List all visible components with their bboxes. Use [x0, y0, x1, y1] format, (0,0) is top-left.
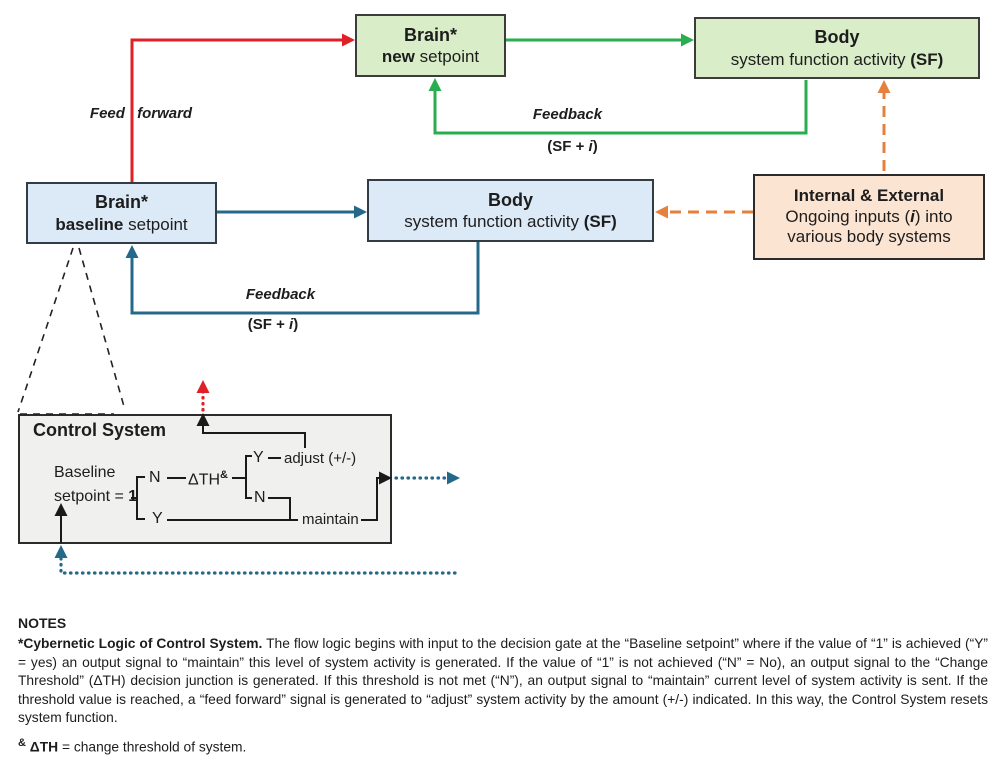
brain-baseline-title: Brain*	[94, 192, 148, 213]
body-top-title: Body	[814, 27, 860, 48]
internal-external-inputs-box	[753, 174, 985, 260]
dashed-zoom-line-left	[18, 248, 73, 412]
control-system-title: Control System	[33, 420, 167, 440]
notes-paragraph: *Cybernetic Logic of Control System. The flow logic begins with input to the decision gate at the “Baseline setpoint” where if the value of “1” is achieved (“Y” = yes) an output signal to “maintain” this level of system activity is generated. If the value of “1” is not achieved (“N” = No), an output signal to the “Change Threshold” (ΔTH) decision junction is generated. If this threshold is not met (“N”), an output signal to “maintain” current level of system activity is sent. If the threshold value is reached, a “feed forward” signal is generated to “adjust” system activity by the amount (+/-) indicated. In this way, the Control System resets system function.	[18, 636, 988, 726]
control-y1: Y	[253, 449, 264, 466]
notes-section	[18, 615, 988, 757]
blue-dotted-input-arrow	[61, 556, 455, 573]
body-mid-subtitle: system function activity (SF)	[404, 212, 617, 232]
internal-line3: various body systems	[787, 227, 951, 247]
control-n1: N	[149, 469, 161, 486]
control-y2: Y	[152, 510, 163, 527]
internal-line2: Ongoing inputs (i) into	[785, 206, 953, 226]
brain-new-setpoint-box	[355, 14, 506, 77]
control-delta-th: ΔTH&	[188, 469, 228, 489]
brain-new-title: Brain*	[403, 24, 457, 45]
brain-baseline-setpoint-box	[26, 182, 217, 244]
control-baseline-line1: Baseline	[54, 464, 116, 481]
notes-heading: NOTES	[18, 615, 67, 631]
control-maintain: maintain	[302, 511, 359, 528]
feed-forward-label: Feed forward	[89, 105, 193, 122]
control-baseline-line2: setpoint = 1	[54, 488, 138, 505]
internal-title: Internal & External	[793, 185, 945, 205]
body-mid-box	[367, 179, 654, 242]
blue-sf-i-label: (SF + i)	[247, 316, 299, 333]
control-n2: N	[254, 489, 266, 506]
green-feedback-label: Feedback	[532, 106, 603, 123]
green-sf-i-label: (SF + i)	[547, 138, 598, 155]
brain-new-subtitle: new setpoint	[381, 47, 480, 67]
notes-footnote: & ΔTH = change threshold of system.	[18, 736, 247, 755]
control-adjust: adjust (+/-)	[284, 450, 357, 467]
blue-feedback-label: Feedback	[245, 286, 316, 303]
brain-baseline-subtitle: baseline setpoint	[55, 214, 188, 234]
body-top-box	[694, 17, 980, 79]
dashed-zoom-line-right	[79, 248, 125, 410]
body-mid-title: Body	[488, 189, 533, 210]
body-top-subtitle: system function activity (SF)	[730, 49, 944, 69]
